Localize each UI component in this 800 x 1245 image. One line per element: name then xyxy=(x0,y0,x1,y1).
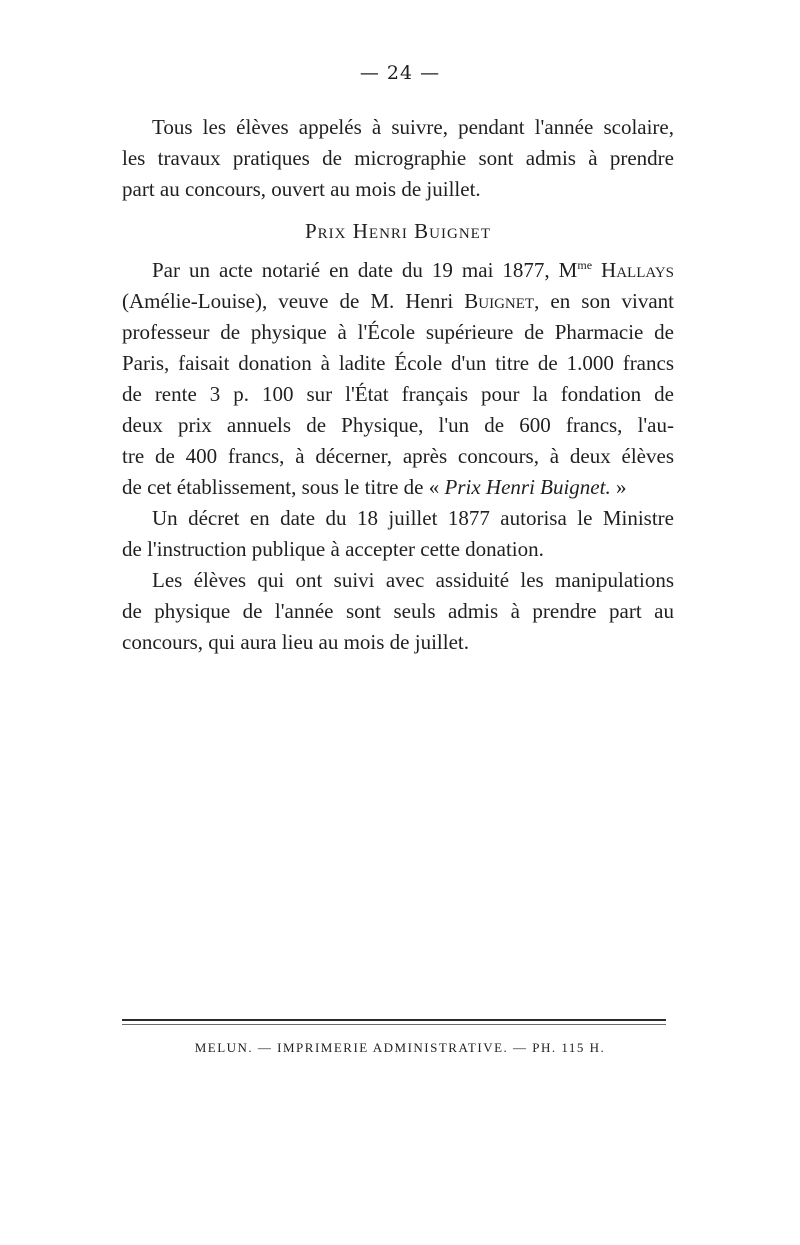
text-run: Par un acte notarié en date du 19 mai 1877, M xyxy=(152,258,578,282)
paragraph-line: professeur de physique à l'École supérieure de Pharmacie de xyxy=(122,320,674,344)
paragraph-line xyxy=(122,286,674,317)
paragraph-line: Tous les élèves appelés à suivre, pendant l'année scolaire, xyxy=(152,115,674,139)
text-run: » xyxy=(610,475,627,499)
footer-rule xyxy=(122,1019,666,1021)
footer-rule-thin xyxy=(122,1024,666,1025)
paragraph-line: concours, qui aura lieu au mois de juillet. xyxy=(122,630,469,654)
paragraph-line: de l'instruction publique à accepter cette donation. xyxy=(122,537,544,561)
paragraph-line: Paris, faisait donation à ladite École d'un titre de 1.000 francs xyxy=(122,351,674,375)
paragraph-line xyxy=(122,472,674,503)
paragraph-line xyxy=(122,255,674,286)
prize-title: Prix Henri Buignet. xyxy=(444,475,611,499)
paragraph-line: de rente 3 p. 100 sur l'État français pour la fondation de xyxy=(122,382,674,406)
paragraph-line: deux prix annuels de Physique, l'un de 600 francs, l'au- xyxy=(122,413,674,437)
paragraph-line: tre de 400 francs, à décerner, après concours, à deux élèves xyxy=(122,444,674,468)
paragraph-decret xyxy=(122,503,674,565)
paragraph-micrographie xyxy=(122,112,674,205)
paragraph-eleves xyxy=(122,565,674,658)
page-number: — 24 — xyxy=(359,62,441,84)
text-run: (Amélie-Louise), veuve de M. Henri xyxy=(122,289,465,313)
page-body xyxy=(122,112,674,658)
paragraph-line: part au concours, ouvert au mois de juillet. xyxy=(122,177,481,201)
surname-hallays: Hallays xyxy=(601,258,675,282)
section-heading: Prix Henri Buignet xyxy=(305,219,491,243)
text-run: de cet établissement, sous le titre de « xyxy=(122,475,445,499)
paragraph-line: de physique de l'année sont seuls admis à prendre part au xyxy=(122,599,674,623)
surname-buignet: Buignet xyxy=(464,289,535,313)
text-run: , en son vivant xyxy=(534,289,674,313)
paragraph-prix-buignet xyxy=(122,255,674,503)
superscript-abbrev: me xyxy=(577,258,593,272)
paragraph-line: les travaux pratiques de micrographie sont admis à prendre xyxy=(122,146,674,170)
paragraph-line: Les élèves qui ont suivi avec assiduité les manipulations xyxy=(152,568,674,592)
paragraph-line: Un décret en date du 18 juillet 1877 autorisa le Ministre xyxy=(152,506,674,530)
printer-colophon: MELUN. — IMPRIMERIE ADMINISTRATIVE. — PH. 115 H. xyxy=(194,1040,606,1055)
